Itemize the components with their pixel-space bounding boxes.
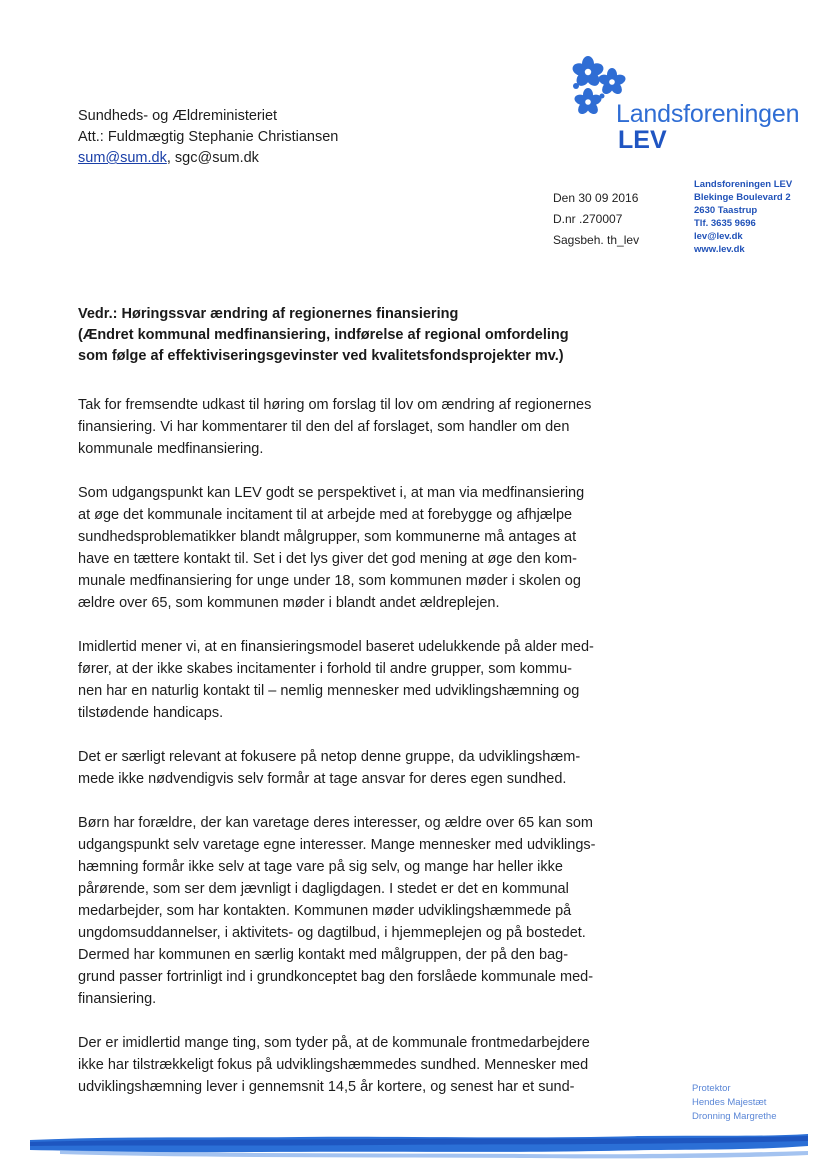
body-paragraph xyxy=(78,482,658,614)
subject-line: som følge af effektiviseringsgevinster ved kvalitetsfondsprojekter mv.) xyxy=(78,348,564,364)
body-line: tilstødende handicaps. xyxy=(78,705,224,721)
body-line: udviklingshæmning lever i gennemsnit 14,5 år kortere, og senest har et sund- xyxy=(78,1079,575,1095)
body-line: sundhedsproblematikker blandt målgrupper, som kommunerne må antages at xyxy=(78,529,577,545)
body-paragraph xyxy=(78,812,658,1010)
body-line: kommunale medfinansiering. xyxy=(78,441,264,457)
body-paragraph xyxy=(78,394,658,460)
footer-wave-decoration xyxy=(0,1124,828,1169)
subject-heading xyxy=(78,304,678,367)
protector-line: Hendes Majestæt xyxy=(692,1097,767,1108)
logo-short: LEV xyxy=(618,126,667,154)
body-line: ungdomsuddannelser, i aktivitets- og dagtilbud, i hjemmeplejen og på bostedet. xyxy=(78,925,586,941)
recipient-att: Att.: Fuldmægtig Stephanie Christiansen xyxy=(78,129,339,145)
body-line: ældre over 65, som kommunen møder i blandt andet ældreplejen. xyxy=(78,595,500,611)
sender-contact xyxy=(694,178,792,256)
body-line: finansiering. Vi har kommentarer til den del af forslaget, som handler om den xyxy=(78,419,570,435)
subject-line: (Ændret kommunal medfinansiering, indførelse af regional omfordeling xyxy=(78,327,569,343)
letter-date: Den 30 09 2016 xyxy=(553,191,639,205)
body-line: mede ikke nødvendigvis selv formår at tage ansvar for deres egen sundhed. xyxy=(78,771,567,787)
contact-web[interactable]: www.lev.dk xyxy=(694,244,745,255)
body-line: at øge det kommunale incitament til at arbejde med at forebygge og afhjælpe xyxy=(78,507,573,523)
subject-line: Vedr.: Høringssvar ændring af regionernes finansiering xyxy=(78,306,459,322)
protector-note xyxy=(692,1082,777,1124)
logo-name: Landsforeningen xyxy=(616,100,800,128)
protector-title: Protektor xyxy=(692,1083,731,1094)
body-line: Det er særligt relevant at fokusere på netop denne gruppe, da udviklingshæm- xyxy=(78,749,581,765)
lev-logo xyxy=(566,56,806,152)
body-line: Børn har forældre, der kan varetage deres interesser, og ældre over 65 kan som xyxy=(78,815,594,831)
protector-line: Dronning Margrethe xyxy=(692,1111,777,1122)
body-line: finansiering. xyxy=(78,991,157,1007)
contact-phone: Tlf. 3635 9696 xyxy=(694,218,756,229)
body-line: pårørende, som ser dem jævnligt i dagligdagen. I stedet er det en kommunal xyxy=(78,881,569,897)
body-line: Der er imidlertid mange ting, som tyder på, at de kommunale frontmedarbejdere xyxy=(78,1035,590,1051)
letter-meta xyxy=(553,188,639,251)
body-line: ikke har tilstrækkeligt fokus på udviklingshæmmedes sundhed. Mennesker med xyxy=(78,1057,589,1073)
body-line: nen har en naturlig kontakt til – nemlig mennesker med udviklingshæmning og xyxy=(78,683,580,699)
body-line: fører, at der ikke skabes incitamenter i forhold til andre grupper, som kommu- xyxy=(78,661,573,677)
case-officer: Sagsbeh. th_lev xyxy=(553,233,640,247)
body-line: have en tættere kontakt til. Set i det lys giver det god mening at øge den kom- xyxy=(78,551,577,567)
body-paragraph xyxy=(78,636,658,724)
body-paragraph xyxy=(78,746,658,790)
body-paragraph xyxy=(78,1032,658,1098)
letter-body xyxy=(78,394,658,1120)
recipient-emails xyxy=(78,148,338,169)
body-line: Imidlertid mener vi, at en finansieringsmodel baseret udelukkende på alder med- xyxy=(78,639,594,655)
recipient-block xyxy=(78,106,338,169)
body-line: Dermed har kommunen en særlig kontakt med målgruppen, der på den bag- xyxy=(78,947,569,963)
contact-email[interactable]: lev@lev.dk xyxy=(694,231,743,242)
body-line: medarbejder, som har kontakten. Kommunen møder udviklingshæmmede på xyxy=(78,903,572,919)
body-line: Tak for fremsendte udkast til høring om forslag til lov om ændring af regionernes xyxy=(78,397,592,413)
email-link-primary[interactable]: sum@sum.dk xyxy=(78,150,167,166)
body-line: Som udgangspunkt kan LEV godt se perspektivet i, at man via medfinansiering xyxy=(78,485,585,501)
contact-street: Blekinge Boulevard 2 xyxy=(694,192,791,203)
body-line: munale medfinansiering for unge under 18, som kommunen møder i skolen og xyxy=(78,573,581,589)
contact-city: 2630 Taastrup xyxy=(694,205,758,216)
contact-org: Landsforeningen LEV xyxy=(694,179,793,190)
body-line: hæmning formår ikke selv at tage vare på sig selv, og mange har heller ikke xyxy=(78,859,563,875)
recipient-org: Sundheds- og Ældreministeriet xyxy=(78,108,278,124)
email-secondary: , sgc@sum.dk xyxy=(166,150,259,166)
journal-number: D.nr .270007 xyxy=(553,212,623,226)
body-line: grund passer fortrinligt ind i grundkonceptet bag den forslåede kommunale med- xyxy=(78,969,594,985)
body-line: udgangspunkt selv varetage egne interesser. Mange mennesker med udviklings- xyxy=(78,837,596,853)
